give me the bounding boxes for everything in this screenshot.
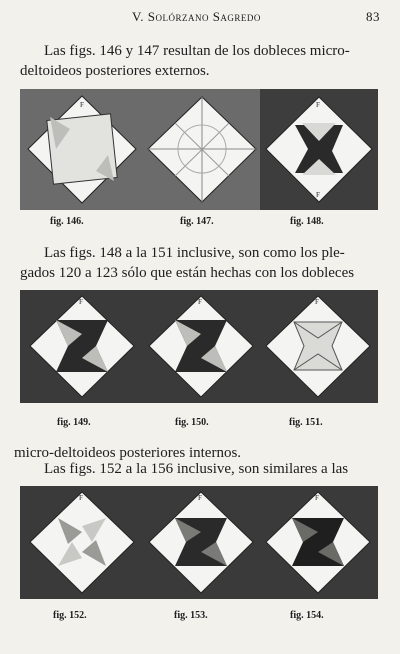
paragraph-2-line-2: gados 120 a 123 sólo que están hechas con los dobleces bbox=[20, 265, 355, 281]
caption-fig-148: fig. 148. bbox=[290, 216, 324, 227]
figure-row-1 bbox=[20, 89, 378, 210]
svg-text:F: F bbox=[79, 494, 83, 502]
figure-row-3 bbox=[20, 486, 378, 599]
caption-fig-149: fig. 149. bbox=[57, 417, 91, 428]
svg-text:F: F bbox=[315, 494, 319, 502]
caption-fig-152: fig. 152. bbox=[53, 610, 87, 621]
paragraph-2-line-1: Las figs. 148 a la 151 inclusive, son como los ple- bbox=[44, 245, 345, 261]
caption-fig-146: fig. 146. bbox=[50, 216, 84, 227]
caption-fig-154: fig. 154. bbox=[290, 610, 324, 621]
svg-text:F: F bbox=[316, 101, 320, 109]
paragraph-3-line-1: micro-deltoideos posteriores internos. bbox=[14, 445, 242, 461]
caption-fig-147: fig. 147. bbox=[180, 216, 214, 227]
svg-text:F: F bbox=[315, 298, 319, 306]
figure-row-2 bbox=[20, 290, 378, 403]
svg-text:F: F bbox=[198, 298, 202, 306]
caption-fig-153: fig. 153. bbox=[174, 610, 208, 621]
caption-fig-151: fig. 151. bbox=[289, 417, 323, 428]
svg-text:F: F bbox=[198, 494, 202, 502]
paragraph-1-line-2: deltoideos posteriores externos. bbox=[20, 63, 210, 79]
running-head: V. Solórzano Sagredo bbox=[132, 9, 261, 24]
svg-text:F: F bbox=[316, 191, 320, 199]
paragraph-3-line-2: Las figs. 152 a la 156 inclusive, son similares a las bbox=[44, 461, 349, 477]
svg-text:F: F bbox=[80, 101, 84, 109]
page-number: 83 bbox=[366, 9, 380, 24]
page-header bbox=[0, 9, 400, 25]
caption-fig-150: fig. 150. bbox=[175, 417, 209, 428]
paragraph-1-line-1: Las figs. 146 y 147 resultan de los dobleces micro- bbox=[44, 43, 350, 59]
svg-text:F: F bbox=[79, 298, 83, 306]
